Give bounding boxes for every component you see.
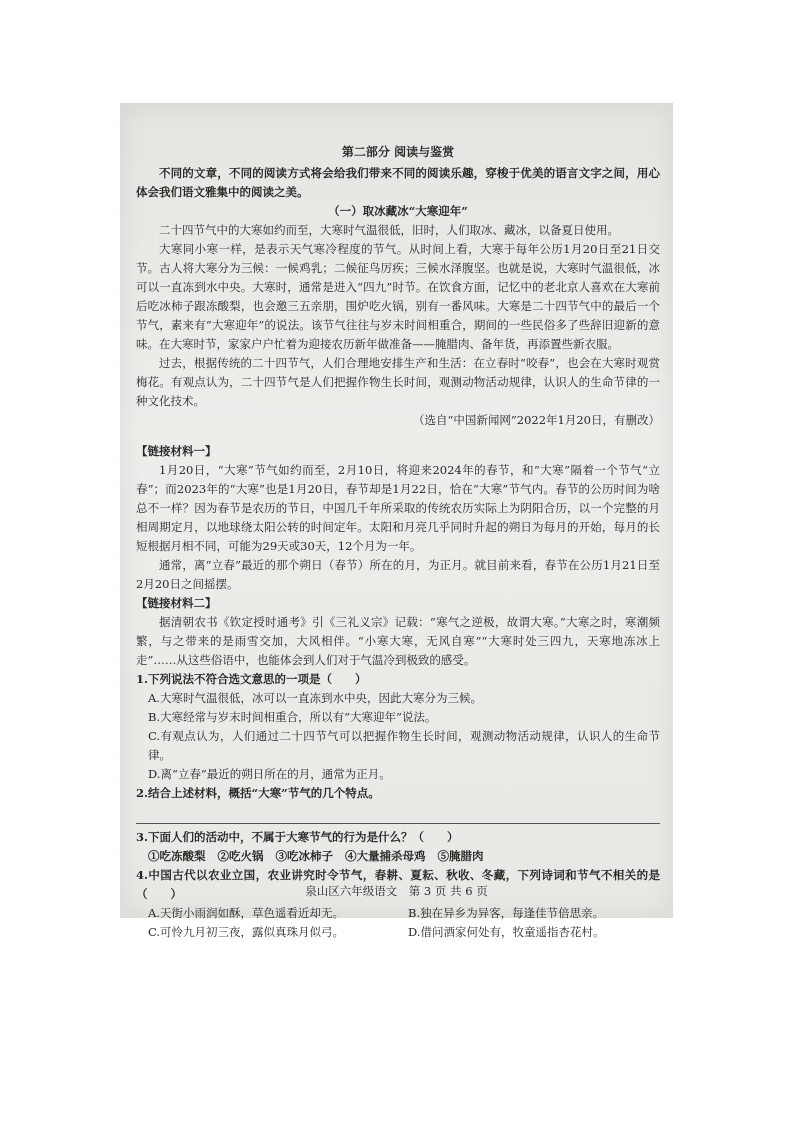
question-1-option-d: D.离“立春”最近的朔日所在的月，通常为正月。 <box>148 767 391 781</box>
answer-line <box>136 823 660 824</box>
question-4-option-c: C.可怜九月初三夜，露似真珠月似弓。 <box>148 925 345 939</box>
question-3-option: ②吃火锅 <box>217 849 264 863</box>
passage-paragraph: 过去，根据传统的二十四节气，人们合理地安排生产和生活：在立春时“咬春”，也会在大寒时观赏梅花。有观点认为，二十四节气是人们把握作物生长时间，观测动物活动规律，认识人的生命节律的一种文化技术。 <box>136 356 660 408</box>
section-intro: 不同的文章，不同的阅读方式将会给我们带来不同的阅读乐趣，穿梭于优美的语言文字之间，用心体会我们语文雅集中的阅读之美。 <box>136 166 660 199</box>
question-3-stem: 3.下面人们的活动中，不属于大寒节气的行为是什么？（ ） <box>136 830 459 844</box>
question-3-options <box>136 847 660 866</box>
answer-space <box>136 803 660 809</box>
question-1-option-b: B.大寒经常与岁末时间相重合，所以有“大寒迎年”说法。 <box>148 710 437 724</box>
question-4-option-d: D.借问酒家何处有，牧童遥指杏花村。 <box>408 925 605 939</box>
section-title: 第二部分 阅读与鉴赏 <box>341 145 455 159</box>
link-material-paragraph: 通常，离“立春”最近的那个朔日（春节）所在的月，为正月。就目前来看，春节在公历1月21日至2月20日之间摇摆。 <box>136 558 660 591</box>
page-footer: 泉山区六年级语文 第 3 页 共 6 页 <box>305 884 488 898</box>
question-3-option: ④大量捕杀母鸡 <box>345 849 426 863</box>
passage-paragraph: 大寒同小寒一样，是表示天气寒冷程度的节气。从时间上看，大寒于每年公历1月20日至21日交节。古人将大寒分为三候：一候鸡乳；二候征鸟厉疾；三候水泽腹坚。也就是说，大寒时气温很低，冰可以一直冻到水中央。大寒时，通常是进入“四九”时节。在饮食方面，记忆中的老北京人喜欢在大寒前后吃冰柿子跟冻酸梨，也会邀三五亲朋，围炉吃火锅，别有一番风味。大寒是二十四节气中的最后一个节气，素来有“大寒迎年”的说法。该节气往往与岁末时间相重合，期间的一些民俗多了些辞旧迎新的意味。在大寒时节，家家户户忙着为迎接农历新年做准备——腌腊肉、备年货，再添置些新衣服。 <box>136 242 660 351</box>
question-1-stem: 1.下列说法不符合选文意思的一项是（ ） <box>136 672 367 686</box>
question-4-option-a: A.天街小雨润如酥，草色遥看近却无。 <box>148 906 344 920</box>
passage-paragraph: 二十四节气中的大寒如约而至，大寒时气温很低，旧时，人们取冰、藏冰，以备夏日使用。 <box>159 223 619 237</box>
passage-source: （选自“中国新闻网”2022年1月20日，有删改） <box>413 413 660 427</box>
passage-title: （一）取冰藏冰“大寒迎年” <box>328 204 468 218</box>
link-material-2-title: 【链接材料二】 <box>136 596 217 610</box>
question-3-option: ①吃冻酸梨 <box>148 849 206 863</box>
question-4-options <box>136 904 660 942</box>
exam-content <box>136 143 660 942</box>
question-1-option-c: C.有观点认为，人们通过二十四节气可以把握作物生长时间，观测动物活动规律，认识人的生命节律。 <box>148 729 660 762</box>
link-material-paragraph: 据清朝农书《钦定授时通考》引《三礼义宗》记载：“寒气之逆极，故谓大寒。”大寒之时，寒潮频繁，与之带来的是雨雪交加，大风相伴。“小寒大寒，无风自寒”“大寒时处三四九，天寒地冻冰上走”……从这些俗语中，也能体会到人们对于气温冷到极致的感受。 <box>136 615 660 667</box>
photographed-exam-page <box>120 103 673 939</box>
question-2-stem: 2.结合上述材料，概括“大寒”节气的几个特点。 <box>136 786 380 800</box>
question-3-option: ⑤腌腊肉 <box>437 849 484 863</box>
question-1-option-a: A.大寒时气温很低，冰可以一直冻到水中央，因此大寒分为三候。 <box>148 691 482 705</box>
question-4-option-b: B.独在异乡为异客，每逢佳节倍思亲。 <box>408 906 605 920</box>
link-material-1-title: 【链接材料一】 <box>136 444 217 458</box>
link-material-paragraph: 1月20日，“大寒”节气如约而至，2月10日，将迎来2024年的春节，和“大寒”隔着一个节气“立春”；而2023年的“大寒”也是1月20日，春节却是1月22日，恰在“大寒”节气内。春节的公历时间为啥总不一样？因为春节是农历的节日，中国几千年所采取的传统农历实际上为阴阳合历，以一个完整的月相周期定月，以地球绕太阳公转的时间定年。太阳和月亮几乎同时升起的朔日为每月的开始，每月的长短根据月相不同，可能为29天或30天，12个月为一年。 <box>136 463 660 553</box>
question-4-stem: 4.中国古代以农业立国，农业讲究时令节气，春耕、夏耘、秋收、冬藏，下列诗词和节气不相关的是（ ） <box>136 868 660 901</box>
question-3-option: ③吃冰柿子 <box>275 849 333 863</box>
